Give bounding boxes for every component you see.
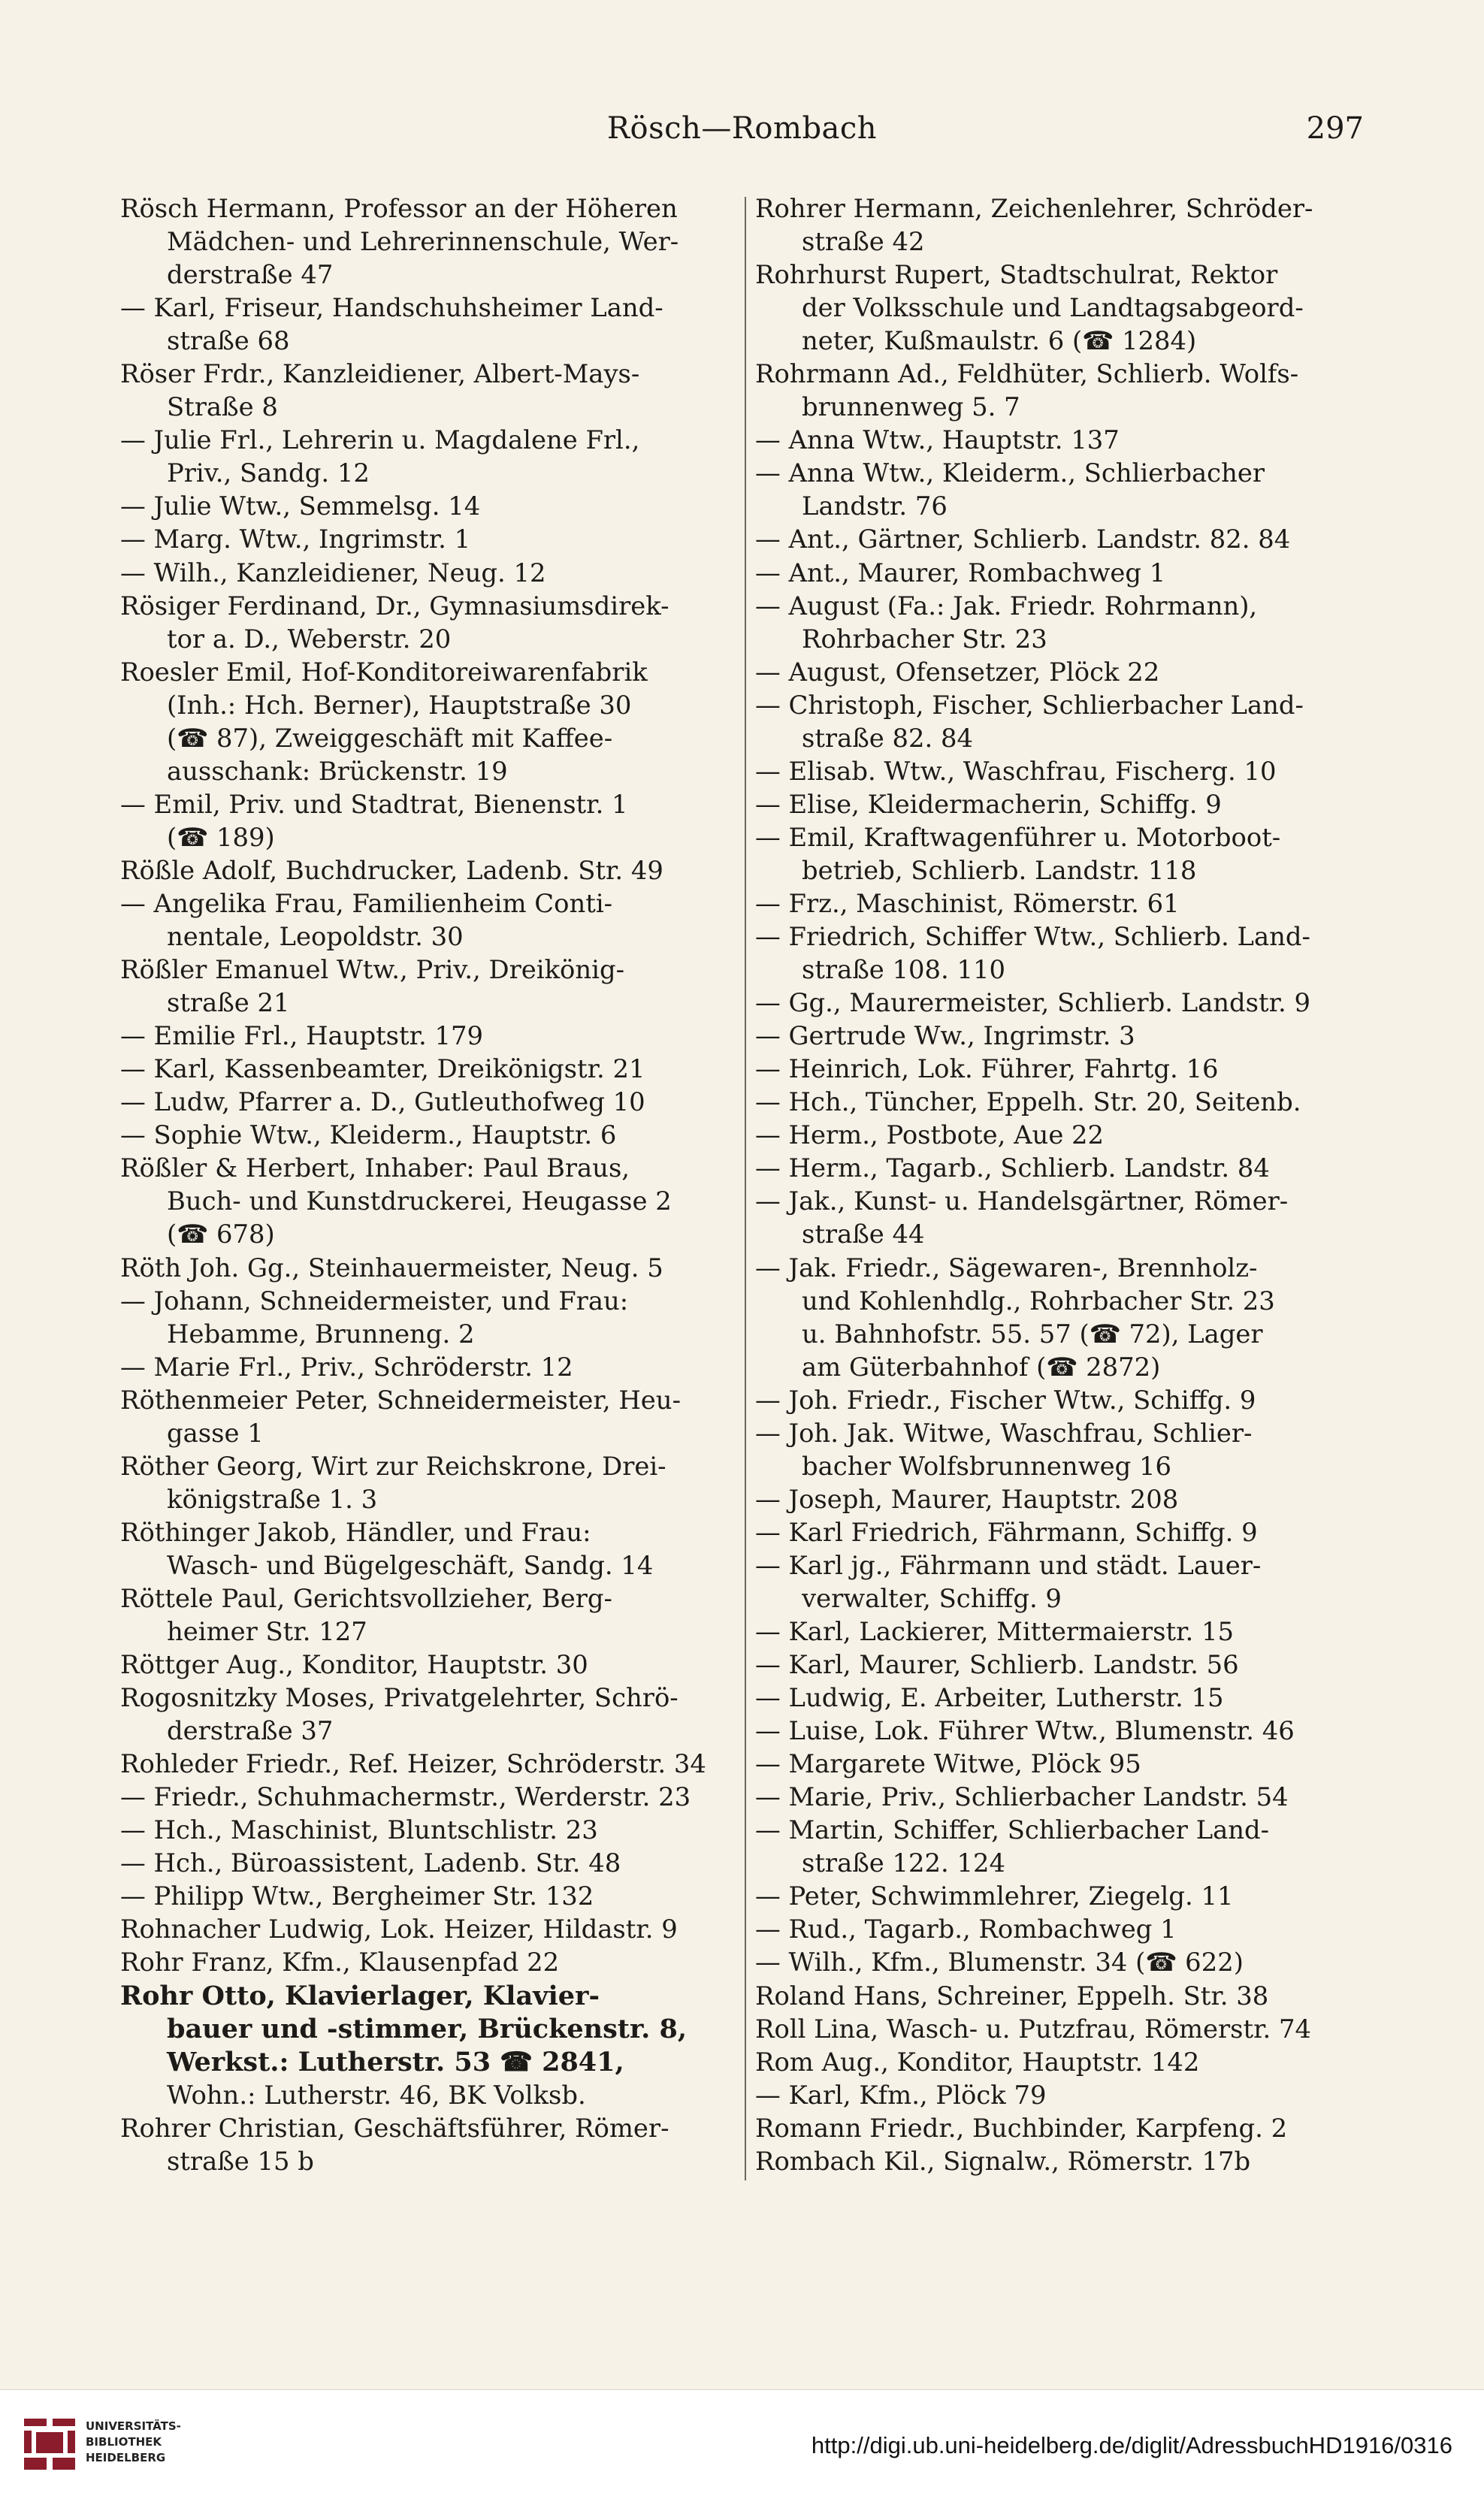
directory-line: — August (Fa.: Jak. Friedr. Rohrmann), bbox=[755, 591, 1258, 621]
directory-line: neter, Kußmaulstr. 6 (☎ 1284) bbox=[802, 326, 1197, 356]
directory-line: — Anna Wtw., Hauptstr. 137 bbox=[755, 425, 1120, 455]
directory-line: — Friedr., Schuhmachermstr., Werderstr. 23 bbox=[120, 1782, 691, 1812]
directory-line: Priv., Sandg. 12 bbox=[167, 458, 370, 488]
directory-line: — Marg. Wtw., Ingrimstr. 1 bbox=[120, 524, 471, 554]
directory-line: Röthenmeier Peter, Schneidermeister, Heu- bbox=[120, 1385, 681, 1415]
directory-line: Rohrer Christian, Geschäftsführer, Römer- bbox=[120, 2113, 669, 2143]
directory-line: — Angelika Frau, Familienheim Conti- bbox=[120, 888, 613, 918]
directory-line: — Sophie Wtw., Kleiderm., Hauptstr. 6 bbox=[120, 1120, 617, 1150]
directory-line: — Ant., Gärtner, Schlierb. Landstr. 82. 84 bbox=[755, 524, 1291, 554]
directory-line: Rohrbacher Str. 23 bbox=[802, 624, 1047, 654]
directory-line: Roesler Emil, Hof-Konditoreiwarenfabrik bbox=[120, 657, 648, 687]
directory-line: — Wilh., Kanzleidiener, Neug. 12 bbox=[120, 558, 546, 588]
library-name-line: BIBLIOTHEK bbox=[86, 2435, 162, 2449]
directory-line: — August, Ofensetzer, Plöck 22 bbox=[755, 657, 1160, 687]
directory-line: — Christoph, Fischer, Schlierbacher Land- bbox=[755, 690, 1304, 720]
directory-line: — Julie Wtw., Semmelsg. 14 bbox=[120, 491, 481, 521]
directory-line: Rohr Otto, Klavierlager, Klavier- bbox=[120, 1980, 600, 2011]
directory-line: Rößler & Herbert, Inhaber: Paul Braus, bbox=[120, 1153, 630, 1183]
directory-line: Röther Georg, Wirt zur Reichskrone, Drei- bbox=[120, 1451, 666, 1481]
library-name bbox=[86, 2419, 181, 2466]
directory-line: — Elisab. Wtw., Waschfrau, Fischerg. 10 bbox=[755, 756, 1277, 786]
directory-line: — Gg., Maurermeister, Schlierb. Landstr. 9 bbox=[755, 988, 1311, 1018]
directory-line: Röth Joh. Gg., Steinhauermeister, Neug. 5 bbox=[120, 1253, 663, 1283]
directory-line: ausschank: Brückenstr. 19 bbox=[167, 756, 508, 786]
directory-line: (Inh.: Hch. Berner), Hauptstraße 30 bbox=[167, 690, 632, 720]
column-divider bbox=[745, 197, 746, 2180]
directory-line: Rohrer Hermann, Zeichenlehrer, Schröder- bbox=[755, 194, 1313, 223]
directory-line: (☎ 189) bbox=[167, 822, 275, 852]
directory-line: Wohn.: Lutherstr. 46, BK Volksb. bbox=[167, 2080, 586, 2110]
library-name-line: HEIDELBERG bbox=[86, 2451, 166, 2464]
directory-line: — Emil, Priv. und Stadtrat, Bienenstr. 1 bbox=[120, 789, 628, 819]
directory-line: brunnenweg 5. 7 bbox=[802, 392, 1020, 422]
right-column bbox=[755, 192, 1370, 2178]
directory-line: — Karl, Kfm., Plöck 79 bbox=[755, 2080, 1047, 2110]
directory-line: Wasch- und Bügelgeschäft, Sandg. 14 bbox=[167, 1550, 654, 1580]
directory-line: — Friedrich, Schiffer Wtw., Schlierb. Land- bbox=[755, 922, 1310, 952]
directory-line: — Peter, Schwimmlehrer, Ziegelg. 11 bbox=[755, 1881, 1234, 1911]
directory-line: — Margarete Witwe, Plöck 95 bbox=[755, 1749, 1141, 1779]
directory-line: — Ant., Maurer, Rombachweg 1 bbox=[755, 558, 1166, 588]
directory-line: straße 108. 110 bbox=[802, 955, 1006, 985]
directory-line: Rösch Hermann, Professor an der Höheren bbox=[120, 194, 678, 223]
directory-line: der Volksschule und Landtagsabgeord- bbox=[802, 293, 1304, 323]
directory-line: — Frz., Maschinist, Römerstr. 61 bbox=[755, 888, 1180, 918]
directory-line: Röser Frdr., Kanzleidiener, Albert-Mays- bbox=[120, 359, 640, 389]
directory-line: Rösiger Ferdinand, Dr., Gymnasiumsdirek- bbox=[120, 591, 669, 621]
directory-line: heimer Str. 127 bbox=[167, 1617, 367, 1647]
directory-line: — Anna Wtw., Kleiderm., Schlierbacher bbox=[755, 458, 1265, 488]
running-title: Rösch—Rombach bbox=[606, 111, 878, 146]
directory-line: tor a. D., Weberstr. 20 bbox=[167, 624, 452, 654]
directory-line: — Rud., Tagarb., Rombachweg 1 bbox=[755, 1914, 1177, 1945]
directory-line: — Marie Frl., Priv., Schröderstr. 12 bbox=[120, 1352, 573, 1382]
directory-line: straße 15 b bbox=[167, 2146, 314, 2176]
directory-line: Rößle Adolf, Buchdrucker, Ladenb. Str. 49 bbox=[120, 855, 663, 885]
directory-line: Landstr. 76 bbox=[802, 491, 948, 521]
directory-line: derstraße 47 bbox=[167, 260, 334, 290]
directory-line: — Joh. Jak. Witwe, Waschfrau, Schlier- bbox=[755, 1418, 1253, 1448]
directory-line: — Philipp Wtw., Bergheimer Str. 132 bbox=[120, 1881, 594, 1911]
directory-line: — Karl, Kassenbeamter, Dreikönigstr. 21 bbox=[120, 1054, 645, 1084]
source-url-link[interactable]: http://digi.ub.uni-heidelberg.de/diglit/AdressbuchHD1916/0316 bbox=[811, 2432, 1452, 2458]
directory-line: — Karl, Lackierer, Mittermaierstr. 15 bbox=[755, 1617, 1235, 1647]
footer-bar bbox=[0, 2389, 1484, 2499]
directory-line: Rohrhurst Rupert, Stadtschulrat, Rektor bbox=[755, 260, 1278, 290]
directory-line: — Jak. Friedr., Sägewaren-, Brennholz- bbox=[755, 1253, 1258, 1283]
directory-line: Rombach Kil., Signalw., Römerstr. 17b bbox=[755, 2146, 1251, 2176]
page-number: 297 bbox=[1306, 111, 1364, 146]
directory-line: — Karl jg., Fährmann und städt. Lauer- bbox=[755, 1550, 1262, 1580]
directory-line: — Emilie Frl., Hauptstr. 179 bbox=[120, 1021, 484, 1051]
directory-line: Rohleder Friedr., Ref. Heizer, Schröderstr. 34 bbox=[120, 1749, 706, 1779]
directory-line: — Johann, Schneidermeister, und Frau: bbox=[120, 1286, 629, 1316]
directory-line: — Joseph, Maurer, Hauptstr. 208 bbox=[755, 1484, 1179, 1514]
directory-line: Straße 8 bbox=[167, 392, 278, 422]
directory-line: — Ludwig, E. Arbeiter, Lutherstr. 15 bbox=[755, 1683, 1224, 1713]
directory-line: bacher Wolfsbrunnenweg 16 bbox=[802, 1451, 1172, 1481]
directory-line: — Martin, Schiffer, Schlierbacher Land- bbox=[755, 1815, 1270, 1845]
page-header bbox=[120, 111, 1364, 156]
directory-line: — Elise, Kleidermacherin, Schiffg. 9 bbox=[755, 789, 1222, 819]
directory-line: Roll Lina, Wasch- u. Putzfrau, Römerstr. 74 bbox=[755, 2014, 1312, 2044]
directory-line: Mädchen- und Lehrerinnenschule, Wer- bbox=[167, 227, 679, 257]
directory-line: Roland Hans, Schreiner, Eppelh. Str. 38 bbox=[755, 1981, 1269, 2011]
directory-line: nentale, Leopoldstr. 30 bbox=[167, 922, 464, 952]
directory-line: (☎ 87), Zweiggeschäft mit Kaffee- bbox=[167, 723, 613, 753]
directory-line: — Karl, Friseur, Handschuhsheimer Land- bbox=[120, 293, 663, 323]
library-name-line: UNIVERSITÄTS- bbox=[86, 2419, 181, 2433]
directory-line: derstraße 37 bbox=[167, 1716, 334, 1746]
directory-line: — Hch., Tüncher, Eppelh. Str. 20, Seitenb. bbox=[755, 1087, 1301, 1117]
directory-line: Röttele Paul, Gerichtsvollzieher, Berg- bbox=[120, 1583, 612, 1613]
directory-line: u. Bahnhofstr. 55. 57 (☎ 72), Lager bbox=[802, 1319, 1263, 1349]
directory-line: betrieb, Schlierb. Landstr. 118 bbox=[802, 855, 1197, 885]
directory-line: — Luise, Lok. Führer Wtw., Blumenstr. 46 bbox=[755, 1716, 1295, 1746]
directory-line: Rohnacher Ludwig, Lok. Heizer, Hildastr. 9 bbox=[120, 1914, 678, 1945]
directory-line: — Gertrude Ww., Ingrimstr. 3 bbox=[755, 1021, 1135, 1051]
directory-line: Rogosnitzky Moses, Privatgelehrter, Schrö- bbox=[120, 1683, 679, 1713]
directory-line: — Jak., Kunst- u. Handelsgärtner, Römer- bbox=[755, 1186, 1289, 1216]
directory-line: — Julie Frl., Lehrerin u. Magdalene Frl., bbox=[120, 425, 640, 455]
directory-line: Röthinger Jakob, Händler, und Frau: bbox=[120, 1517, 591, 1547]
directory-line: am Güterbahnhof (☎ 2872) bbox=[802, 1352, 1161, 1382]
directory-line: — Hch., Maschinist, Bluntschlistr. 23 bbox=[120, 1815, 598, 1845]
directory-line: straße 21 bbox=[167, 988, 290, 1018]
directory-line: Hebamme, Brunneng. 2 bbox=[167, 1319, 475, 1349]
directory-line: — Joh. Friedr., Fischer Wtw., Schiffg. 9 bbox=[755, 1385, 1256, 1415]
directory-line: straße 82. 84 bbox=[802, 723, 974, 753]
directory-line: straße 44 bbox=[802, 1219, 925, 1250]
directory-line: Rößler Emanuel Wtw., Priv., Dreikönig- bbox=[120, 955, 625, 985]
directory-line: bauer und -stimmer, Brückenstr. 8, bbox=[167, 2013, 688, 2044]
directory-line: — Heinrich, Lok. Führer, Fahrtg. 16 bbox=[755, 1054, 1219, 1084]
directory-line: straße 42 bbox=[802, 227, 925, 257]
directory-line: — Herm., Tagarb., Schlierb. Landstr. 84 bbox=[755, 1153, 1270, 1183]
directory-line: — Emil, Kraftwagenführer u. Motorboot- bbox=[755, 822, 1281, 852]
directory-line: königstraße 1. 3 bbox=[167, 1484, 378, 1514]
university-library-logo-icon bbox=[20, 2414, 80, 2474]
directory-line: — Herm., Postbote, Aue 22 bbox=[755, 1120, 1105, 1150]
directory-line: Röttger Aug., Konditor, Hauptstr. 30 bbox=[120, 1650, 588, 1680]
directory-line: — Karl Friedrich, Fährmann, Schiffg. 9 bbox=[755, 1517, 1258, 1547]
directory-line: — Wilh., Kfm., Blumenstr. 34 (☎ 622) bbox=[755, 1948, 1244, 1978]
directory-line: — Marie, Priv., Schlierbacher Landstr. 54 bbox=[755, 1782, 1289, 1812]
directory-line: Rohr Franz, Kfm., Klausenpfad 22 bbox=[120, 1948, 560, 1978]
directory-line: Buch- und Kunstdruckerei, Heugasse 2 bbox=[167, 1186, 672, 1216]
directory-line: — Ludw, Pfarrer a. D., Gutleuthofweg 10 bbox=[120, 1087, 645, 1117]
directory-line: verwalter, Schiffg. 9 bbox=[802, 1583, 1062, 1613]
directory-line: Rom Aug., Konditor, Hauptstr. 142 bbox=[755, 2047, 1200, 2077]
directory-line: gasse 1 bbox=[167, 1418, 264, 1448]
directory-line: Romann Friedr., Buchbinder, Karpfeng. 2 bbox=[755, 2113, 1288, 2143]
directory-line: straße 122. 124 bbox=[802, 1848, 1006, 1878]
directory-line: (☎ 678) bbox=[167, 1219, 275, 1250]
directory-line: Rohrmann Ad., Feldhüter, Schlierb. Wolfs- bbox=[755, 359, 1299, 389]
directory-line: und Kohlenhdlg., Rohrbacher Str. 23 bbox=[802, 1286, 1275, 1316]
left-column bbox=[120, 192, 735, 2178]
directory-line: straße 68 bbox=[167, 326, 290, 356]
directory-line: — Hch., Büroassistent, Ladenb. Str. 48 bbox=[120, 1848, 621, 1878]
directory-line: Werkst.: Lutherstr. 53 ☎ 2841, bbox=[167, 2046, 624, 2077]
directory-line: — Karl, Maurer, Schlierb. Landstr. 56 bbox=[755, 1650, 1239, 1680]
